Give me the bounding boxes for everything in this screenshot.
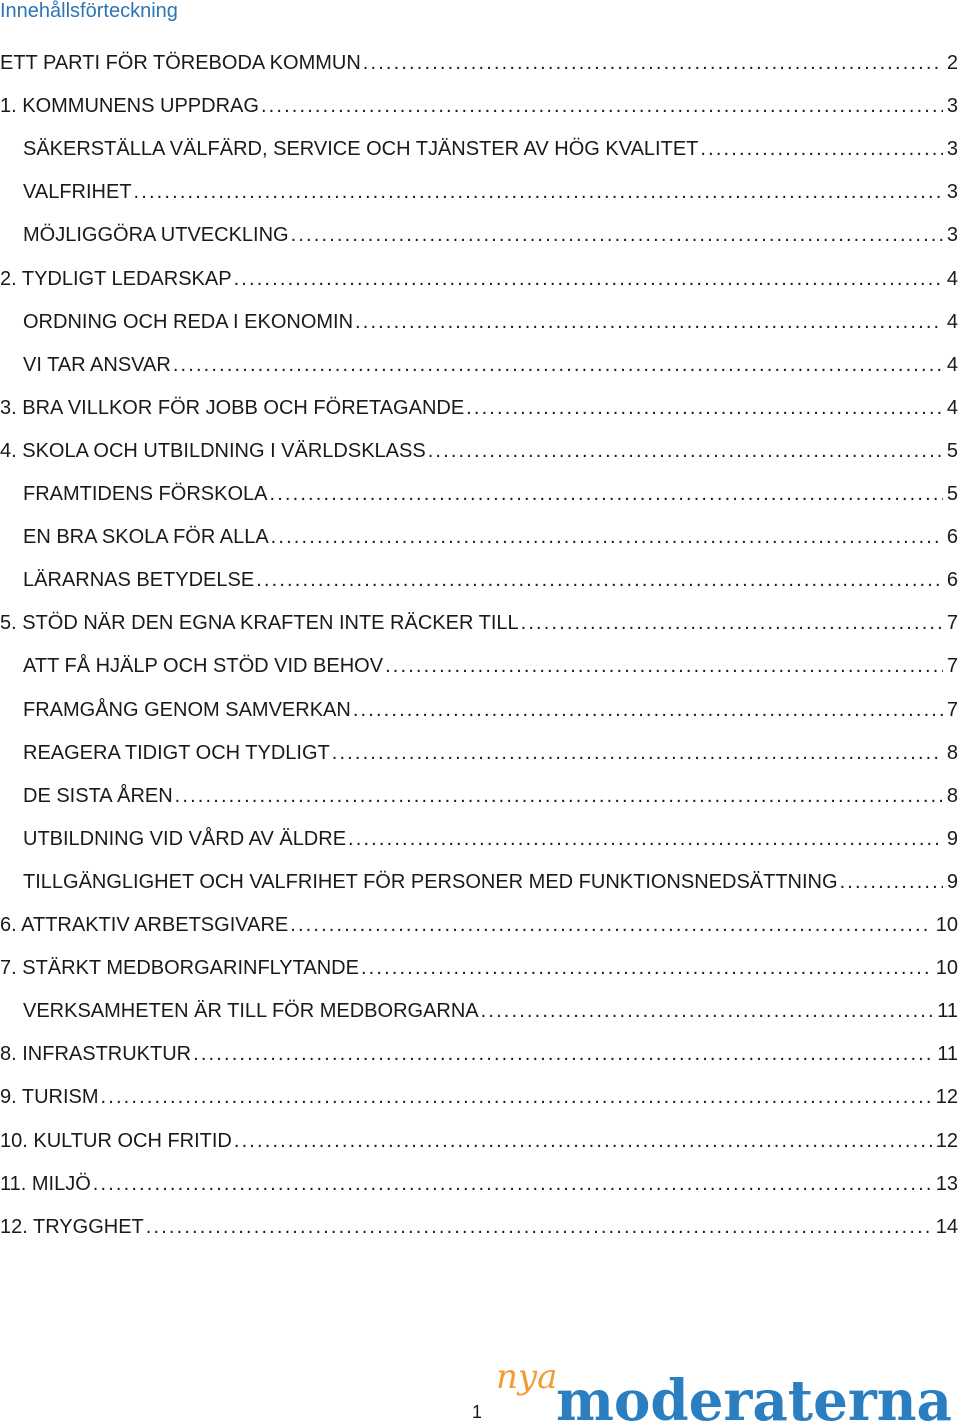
toc-entry-page: 14 (935, 1215, 958, 1238)
toc-entry[interactable] (23, 351, 958, 379)
toc-entry-page: 11 (937, 1043, 958, 1066)
toc-entry-page: 3 (946, 224, 958, 247)
toc-entry-title: 5. STÖD NÄR DEN EGNA KRAFTEN INTE RÄCKER TILL (0, 612, 519, 635)
toc-leader-dots (193, 1040, 933, 1068)
toc-entry[interactable] (23, 523, 958, 551)
page-number: 1 (472, 1402, 483, 1422)
toc-leader-dots (521, 609, 943, 637)
toc-leader-dots (355, 308, 943, 336)
toc-entry-page: 3 (946, 95, 958, 118)
toc-entry-title: VERKSAMHETEN ÄR TILL FÖR MEDBORGARNA (23, 1000, 479, 1023)
toc-entry[interactable] (0, 49, 958, 77)
toc-entry[interactable] (0, 1040, 958, 1068)
toc-entry[interactable] (23, 135, 958, 163)
toc-leader-dots (134, 178, 943, 206)
toc-heading: Innehållsförteckning (0, 0, 178, 22)
toc-entry-page: 2 (946, 52, 958, 74)
toc-entry[interactable] (0, 265, 958, 293)
toc-leader-dots (700, 135, 942, 163)
toc-entry-page: 5 (946, 483, 958, 505)
toc-entry[interactable] (23, 782, 958, 810)
toc-entry-page: 10 (935, 957, 958, 980)
toc-entry-title: VALFRIHET (23, 181, 132, 204)
toc-entry-page: 4 (946, 267, 958, 290)
toc-entry[interactable] (0, 609, 958, 637)
toc-entry-page: 3 (946, 138, 958, 161)
toc-leader-dots (269, 480, 942, 508)
toc-leader-dots (146, 1213, 932, 1241)
toc-entry[interactable] (0, 92, 958, 120)
toc-entry-page: 7 (946, 612, 958, 635)
toc-leader-dots (481, 997, 934, 1025)
toc-entry[interactable] (23, 997, 958, 1025)
toc-entry[interactable] (0, 911, 958, 939)
toc-entry-page: 9 (946, 870, 958, 893)
toc-leader-dots (291, 221, 943, 249)
toc-entry[interactable] (0, 1213, 958, 1241)
toc-leader-dots (256, 566, 943, 594)
toc-leader-dots (234, 265, 943, 293)
toc-entry-page: 4 (946, 396, 958, 419)
toc-entry-page: 9 (946, 827, 958, 850)
toc-entry-page: 8 (946, 741, 958, 764)
toc-leader-dots (840, 868, 943, 896)
toc-entry-page: 6 (946, 569, 958, 592)
toc-entry-page: 12 (935, 1129, 958, 1152)
toc-entry-page: 8 (946, 784, 958, 807)
toc-leader-dots (363, 49, 943, 77)
toc-entry-page: 10 (935, 914, 958, 936)
toc-entry-page: 7 (946, 655, 958, 678)
toc-entry[interactable] (23, 868, 958, 896)
toc-leader-dots (466, 394, 943, 422)
toc-entry-title: 12. TRYGGHET (0, 1215, 144, 1238)
toc-entry-page: 7 (946, 698, 958, 721)
toc-leader-dots (93, 1170, 932, 1198)
toc-entry[interactable] (0, 954, 958, 982)
toc-entry-title: EN BRA SKOLA FÖR ALLA (23, 526, 269, 549)
toc-entry-title: TILLGÄNGLIGHET OCH VALFRIHET FÖR PERSONER MED FUNKTIONSNEDSÄTTNING (23, 870, 838, 893)
toc-leader-dots (428, 437, 943, 465)
toc-entry-page: 6 (946, 526, 958, 549)
logo-word-text: moderaterna (556, 1368, 952, 1422)
toc-leader-dots (173, 351, 943, 379)
toc-entry-title: 6. ATTRAKTIV ARBETSGIVARE (0, 914, 289, 936)
toc-leader-dots (348, 825, 943, 853)
toc-entry[interactable] (0, 394, 958, 422)
toc-entry-title: 9. TURISM (0, 1086, 99, 1109)
toc-entry[interactable] (0, 1083, 958, 1111)
toc-entry-title: LÄRARNAS BETYDELSE (23, 569, 255, 592)
toc-entry-title: UTBILDNING VID VÅRD AV ÄLDRE (23, 827, 347, 850)
toc-entry-title: 1. KOMMUNENS UPPDRAG (0, 95, 259, 118)
toc-entry-title: 7. STÄRKT MEDBORGARINFLYTANDE (0, 957, 359, 980)
toc-entry[interactable] (23, 480, 958, 508)
toc-entry[interactable] (0, 437, 958, 465)
toc-entry-page: 4 (946, 353, 958, 376)
toc-leader-dots (261, 92, 943, 120)
toc-entry-title: SÄKERSTÄLLA VÄLFÄRD, SERVICE OCH TJÄNSTER AV HÖG KVALITET (23, 138, 699, 161)
toc-leader-dots (385, 652, 943, 680)
toc-entry[interactable] (23, 308, 958, 336)
toc-entry-page: 11 (937, 1000, 958, 1023)
toc-entry-page: 13 (935, 1172, 958, 1195)
toc-leader-dots (353, 696, 943, 724)
toc-entry-title: MÖJLIGGÖRA UTVECKLING (23, 224, 289, 247)
logo-script-text: nya (496, 1358, 558, 1397)
toc-entry-page: 12 (935, 1086, 958, 1109)
toc-entry[interactable] (23, 696, 958, 724)
toc-entry-title: 2. TYDLIGT LEDARSKAP (0, 267, 232, 290)
toc-entry-title: 11. MILJÖ (0, 1172, 91, 1195)
toc-entry[interactable] (23, 825, 958, 853)
toc-leader-dots (271, 523, 943, 551)
toc-entry-title: ATT FÅ HJÄLP OCH STÖD VID BEHOV (23, 655, 384, 678)
toc-entry-page: 5 (946, 439, 958, 462)
toc-entry-title: VI TAR ANSVAR (23, 353, 171, 376)
toc-entry-title: 4. SKOLA OCH UTBILDNING I VÄRLDSKLASS (0, 439, 426, 462)
toc-entry[interactable] (0, 1170, 958, 1198)
toc-leader-dots (101, 1083, 932, 1111)
toc-entry[interactable] (23, 566, 958, 594)
toc-entry-page: 3 (946, 181, 958, 204)
toc-entry[interactable] (23, 221, 958, 249)
toc-entry[interactable] (23, 739, 958, 767)
toc-leader-dots (332, 739, 943, 767)
toc-leader-dots (175, 782, 943, 810)
toc-entry-title: 3. BRA VILLKOR FÖR JOBB OCH FÖRETAGANDE (0, 396, 465, 419)
toc-entry[interactable] (0, 1127, 958, 1155)
toc-entry-title: DE SISTA ÅREN (23, 784, 173, 807)
toc-leader-dots (234, 1127, 932, 1155)
nya-moderaterna-logo (494, 1358, 956, 1422)
toc-entry-title: FRAMGÅNG GENOM SAMVERKAN (23, 698, 351, 721)
toc-entry[interactable] (23, 652, 958, 680)
toc-leader-dots (290, 911, 932, 939)
toc-entry-title: ORDNING OCH REDA I EKONOMIN (23, 310, 354, 333)
toc-entry-title: 10. KULTUR OCH FRITID (0, 1129, 232, 1152)
toc-entry-title: FRAMTIDENS FÖRSKOLA (23, 483, 268, 505)
toc-entry-title: REAGERA TIDIGT OCH TYDLIGT (23, 741, 330, 764)
toc-entry[interactable] (23, 178, 958, 206)
toc-entry-title: 8. INFRASTRUKTUR (0, 1043, 192, 1066)
toc-entry-page: 4 (946, 310, 958, 333)
toc-entry-title: ETT PARTI FÖR TÖREBODA KOMMUN (0, 52, 361, 74)
toc-leader-dots (361, 954, 932, 982)
